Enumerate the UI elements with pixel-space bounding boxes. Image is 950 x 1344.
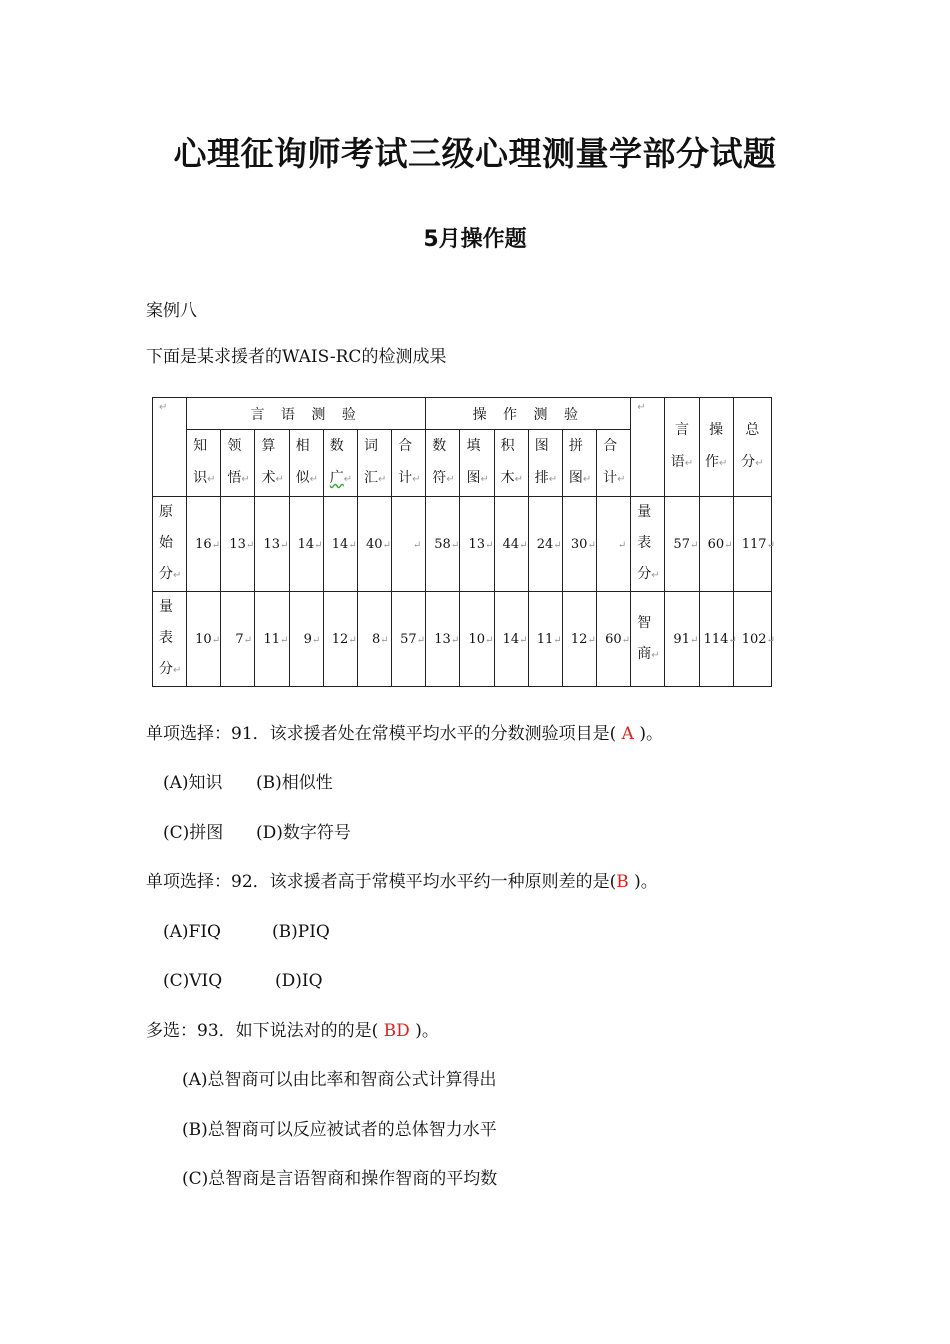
iq-header-verbal: 言 语↵ [665, 398, 699, 497]
subtest-header-vocabulary: 词 汇↵ [357, 430, 391, 497]
question-91: 单项选择：91．该求援者处在常模平均水平的分数测验项目是( A )。 [146, 724, 663, 744]
table-row-raw-scores [153, 497, 772, 592]
row-label-iq: 智 商↵ [631, 592, 665, 687]
table-cell: 13↵ [255, 497, 289, 592]
table-cell: 57↵ [392, 592, 426, 687]
table-cell: 44↵ [494, 497, 528, 592]
table-cell: 13↵ [221, 497, 255, 592]
subtest-header-arithmetic: 算 术↵ [255, 430, 289, 497]
question-93: 多选：93．如下说法对的的是( BD )。 [146, 1021, 439, 1041]
option-91-a: (A)知识 [163, 773, 223, 793]
option-91-b: (B)相似性 [256, 773, 333, 793]
subtest-header-digit-span: 数 广↵ [323, 430, 357, 497]
table-cell: 9↵ [289, 592, 323, 687]
subtest-header-similarities: 相 似↵ [289, 430, 323, 497]
table-cell: 13↵ [460, 497, 494, 592]
table-cell: 14↵ [323, 497, 357, 592]
wais-score-table [152, 397, 775, 687]
table-cell: 60↵ [699, 497, 733, 592]
table-cell: 102↵ [733, 592, 771, 687]
intro-text: 下面是某求援者的WAIS-RC的检测成果 [146, 347, 447, 367]
table-cell: 14↵ [289, 497, 323, 592]
option-93-b: (B)总智商可以反应被试者的总体智力水平 [182, 1120, 497, 1140]
document-subtitle: 5月操作题 [423, 227, 527, 252]
subtest-header-picture-completion: 填 图↵ [460, 430, 494, 497]
subtest-header-knowledge: 知 识↵ [187, 430, 221, 497]
row-label-iq-scaled: 量 表 分↵ [631, 497, 665, 592]
subtest-header-object-assembly: 拼 图↵ [562, 430, 596, 497]
subtest-header-picture-arrangement: 图 排↵ [528, 430, 562, 497]
table-cell: 11↵ [255, 592, 289, 687]
table-cell: 12↵ [323, 592, 357, 687]
table-cell: 8↵ [357, 592, 391, 687]
subtest-header-comprehension: 领 悟↵ [221, 430, 255, 497]
option-92-a: (A)FIQ [163, 922, 221, 942]
table-cell: 13↵ [426, 592, 460, 687]
question-92: 单项选择：92．该求援者高于常模平均水平约一种原则差的是(B )。 [146, 872, 658, 892]
table-cell: 10↵ [460, 592, 494, 687]
iq-header-total: 总 分↵ [733, 398, 771, 497]
table-cell: 10↵ [187, 592, 221, 687]
table-cell: 40↵ [357, 497, 391, 592]
table-cell: 117↵ [733, 497, 771, 592]
table-cell: ↵ [597, 497, 631, 592]
option-93-c: (C)总智商是言语智商和操作智商的平均数 [182, 1169, 498, 1189]
table-cell: ↵ [392, 497, 426, 592]
table-cell: 91↵ [665, 592, 699, 687]
answer-91: A [616, 724, 640, 744]
subtest-header-block-design: 积 木↵ [494, 430, 528, 497]
table-cell: 24↵ [528, 497, 562, 592]
verbal-group-header: 言 语 测 验 [187, 398, 426, 430]
subtest-header-performance-total: 合 计↵ [597, 430, 631, 497]
performance-group-header: 操 作 测 验 [426, 398, 631, 430]
answer-92: B [616, 872, 629, 892]
table-cell: 114↵ [699, 592, 733, 687]
option-91-d: (D)数字符号 [256, 823, 351, 843]
subtest-header-digit-symbol: 数 符↵ [426, 430, 460, 497]
iq-corner-cell [631, 398, 665, 497]
table-cell: 11↵ [528, 592, 562, 687]
case-label: 案例八 [146, 301, 197, 321]
option-92-b: (B)PIQ [272, 922, 330, 942]
table-cell: 16↵ [187, 497, 221, 592]
corner-cell [153, 398, 187, 497]
row-label-scaled: 量 表 分↵ [153, 592, 187, 687]
answer-93: BD [378, 1021, 416, 1041]
table-cell: 14↵ [494, 592, 528, 687]
return-mark: ↵ [637, 402, 646, 413]
document-title: 心理征询师考试三级心理测量学部分试题 [173, 134, 777, 173]
subtest-header-verbal-total: 合 计↵ [392, 430, 426, 497]
option-93-a: (A)总智商可以由比率和智商公式计算得出 [182, 1070, 497, 1090]
table-cell: 12↵ [562, 592, 596, 687]
table-cell: 60↵ [597, 592, 631, 687]
table-cell: 30↵ [562, 497, 596, 592]
table-cell: 7↵ [221, 592, 255, 687]
row-label-raw: 原 始 分↵ [153, 497, 187, 592]
option-92-c: (C)VIQ [163, 971, 223, 991]
table-cell: 57↵ [665, 497, 699, 592]
table-row-scaled-scores [153, 592, 772, 687]
iq-header-performance: 操 作↵ [699, 398, 733, 497]
return-mark: ↵ [159, 402, 168, 413]
table-cell: 58↵ [426, 497, 460, 592]
option-91-c: (C)拼图 [163, 823, 224, 843]
option-92-d: (D)IQ [275, 971, 323, 991]
